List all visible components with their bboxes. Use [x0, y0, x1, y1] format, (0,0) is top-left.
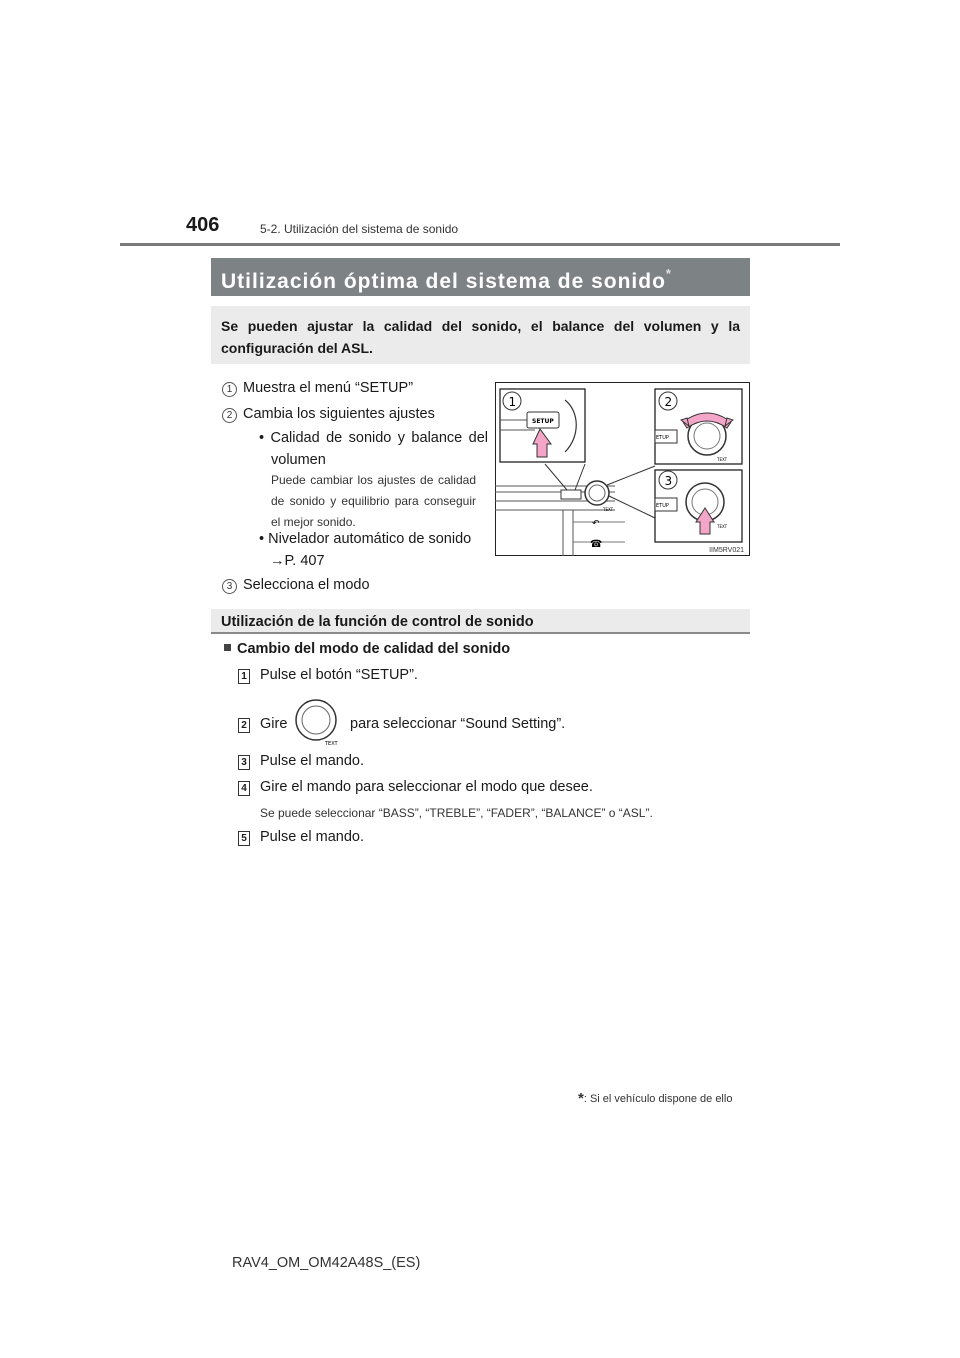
callout-number: 2 — [222, 408, 237, 423]
knob-icon — [295, 698, 345, 746]
illustration-callout: 1 — [508, 395, 517, 409]
svg-text:TEXT: TEXT — [717, 457, 728, 462]
availability-mark: * — [665, 266, 672, 281]
phone-icon: ☎ — [590, 539, 603, 550]
settings-item: • Nivelador automático de sonido — [259, 531, 472, 547]
step-text: para seleccionar “Sound Setting”. — [350, 716, 566, 732]
asterisk-icon: * — [578, 1090, 584, 1107]
back-icon: ↶ — [592, 519, 600, 529]
page-reference: →P. 407 — [270, 553, 325, 569]
procedure-heading: Cambio del modo de calidad del sonido — [224, 641, 510, 657]
header-divider — [120, 243, 840, 246]
step-text: Pulse el mando. — [260, 753, 364, 769]
setup-button-label: SETUP — [532, 418, 554, 425]
settings-item: • Calidad de sonido y balance del volumen — [259, 430, 488, 468]
illustration-callout: 3 — [664, 474, 673, 488]
section-title: 5-2. Utilización del sistema de sonido — [260, 222, 459, 236]
callout-number: 3 — [222, 579, 237, 594]
step-number: 5 — [238, 831, 250, 846]
step-text: Pulse el mando. — [260, 829, 364, 845]
illustration-svg — [495, 382, 750, 556]
square-bullet-icon — [224, 644, 231, 651]
intro-box: Se pueden ajustar la calidad del sonido, el balance del volumen y la configuración del ASL. — [211, 306, 750, 364]
illustration-callout: 2 — [664, 395, 673, 409]
callout-text: Muestra el menú “SETUP” — [243, 380, 414, 396]
step-number: 1 — [238, 669, 250, 684]
svg-text:ETUP: ETUP — [656, 435, 669, 441]
step-text: Gire el mando para seleccionar el modo que desee. — [260, 779, 593, 795]
mode-options-note: Se puede seleccionar “BASS”, “TREBLE”, “FADER”, “BALANCE” o “ASL”. — [260, 806, 653, 820]
svg-text:TEXT: TEXT — [717, 524, 728, 529]
settings-note: Puede cambiar los ajustes de calidad de sonido y equilibrio para conseguir el mejor sonido. — [271, 473, 476, 529]
svg-text:TEXT: TEXT — [603, 507, 614, 512]
document-code: RAV4_OM_OM42A48S_(ES) — [232, 1255, 421, 1271]
step-number: 3 — [238, 755, 250, 770]
svg-text:TEXT: TEXT — [325, 741, 338, 746]
step-text: Gire — [260, 716, 288, 732]
page-title: Utilización óptima del sistema de sonido — [221, 270, 666, 293]
step-number: 2 — [238, 718, 250, 733]
subheading: Utilización de la función de control de sonido — [211, 609, 750, 634]
callout-number: 1 — [222, 382, 237, 397]
callout-text: Cambia los siguientes ajustes — [243, 406, 435, 422]
page-title-banner — [211, 258, 750, 296]
audio-panel-illustration — [495, 382, 750, 556]
step-text: Pulse el botón “SETUP”. — [260, 667, 418, 683]
svg-text:ETUP: ETUP — [656, 503, 669, 509]
footnote: *: Si el vehículo dispone de ello — [578, 1090, 733, 1107]
page-number: 406 — [186, 214, 220, 236]
callout-text: Selecciona el modo — [243, 577, 370, 593]
step-number: 4 — [238, 781, 250, 796]
figure-id: IIM5RV021 — [709, 547, 744, 554]
